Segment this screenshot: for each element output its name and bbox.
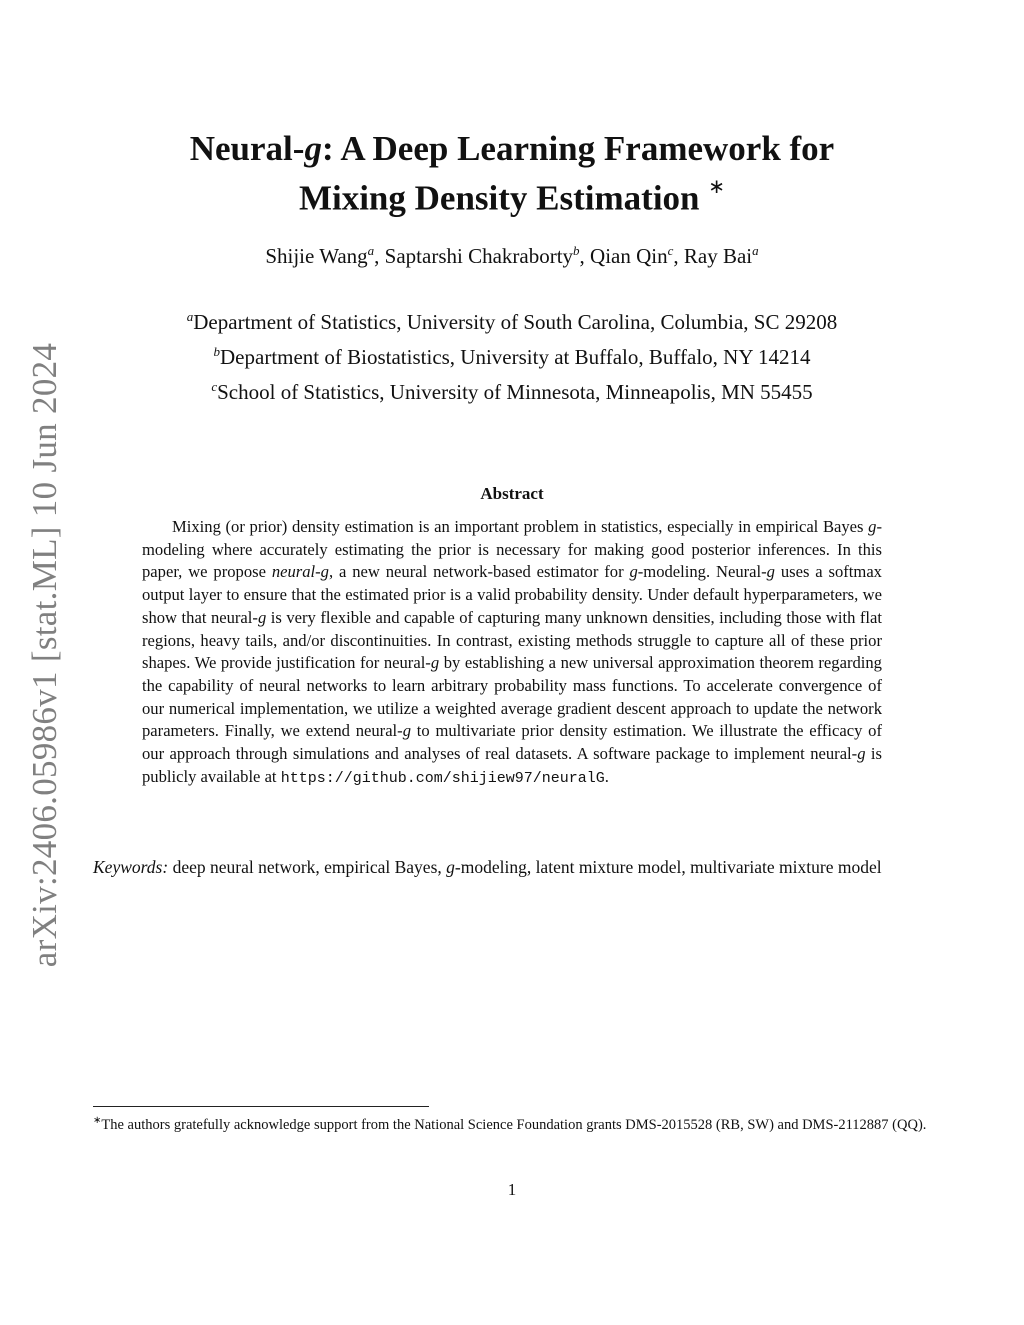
title-line-2 (0, 170, 1024, 220)
title-text: : A Deep Learning Framework for (321, 129, 835, 168)
affiliation-list (0, 302, 1024, 407)
title-line-1 (0, 128, 1024, 170)
footnote-divider (93, 1106, 429, 1107)
github-link[interactable]: https://github.com/shijiew97/neuralG (280, 769, 605, 787)
abstract-heading: Abstract (480, 484, 544, 503)
keywords-label: Keywords: (93, 857, 169, 877)
abstract-paragraph: Mixing (or prior) density estimation is an important problem in statistics, especially in empirical Bayes g-modeling where accurately estimating the prior is necessary for making good posterior inferences. In this paper, we propose neural-g, a new neural network-based estimator for g-modeling. Neural-g uses a softmax output layer to ensure that the estimated prior is a valid probability density. Under default hyperparameters, we show that neural-g is very flexible and capable of capturing many unknown densities, including those with flat regions, heavy tails, and/or discontinuities. In contrast, existing methods struggle to capture all of these prior shapes. We provide justification for neural-g by establishing a new universal approximation theorem regarding the capability of neural networks to learn arbitrary probability mass functions. To accelerate convergence of our numerical implementation, we utilize a weighted average gradient descent approach to update the network parameters. Finally, we extend neural-g to multivariate prior density estimation. We illustrate the efficacy of our approach through simulations and analyses of real datasets. A software package to implement neural-g is publicly available at https://github.com/shijiew97/neuralG. (142, 517, 883, 787)
author-list (0, 243, 1024, 269)
title-text: Neural- (189, 129, 305, 168)
title-footnote-mark: ∗ (708, 176, 726, 198)
paper-title (0, 128, 1024, 220)
author: Shijie Wang$^a$, (265, 243, 385, 268)
affiliation: $^a$Department of Statistics, University of South Carolina, Columbia, SC 29208 (186, 309, 838, 334)
footnote-mark: ∗ (93, 1115, 102, 1126)
affiliation: $^b$Department of Biostatistics, University at Buffalo, Buffalo, NY 14214 (213, 344, 811, 369)
footnote-text: The authors gratefully acknowledge support from the National Science Foundation grants DMS-2015528 (RB, SW) and DMS-2112887 (QQ). (101, 1116, 927, 1133)
title-math-g: g (304, 129, 322, 168)
abstract-body (142, 516, 882, 790)
footnote (93, 1110, 933, 1136)
title-text: Mixing Density Estimation (298, 178, 700, 218)
affiliation: $^c$School of Statistics, University of Minnesota, Minneapolis, MN 55455 (211, 379, 813, 404)
author: Qian Qin$^c$, (590, 243, 684, 268)
author: Saptarshi Chakraborty$^b$, (384, 243, 591, 268)
author: Ray Bai$^a$ (683, 243, 759, 268)
page-number: 1 (507, 1180, 517, 1199)
keywords: Keywords: deep neural network, empirical Bayes, g-modeling, latent mixture model, multivariate mixture model (93, 857, 882, 877)
arxiv-identifier-stamp: arXiv:2406.05986v1 [stat.ML] 10 Jun 2024 (25, 342, 64, 968)
